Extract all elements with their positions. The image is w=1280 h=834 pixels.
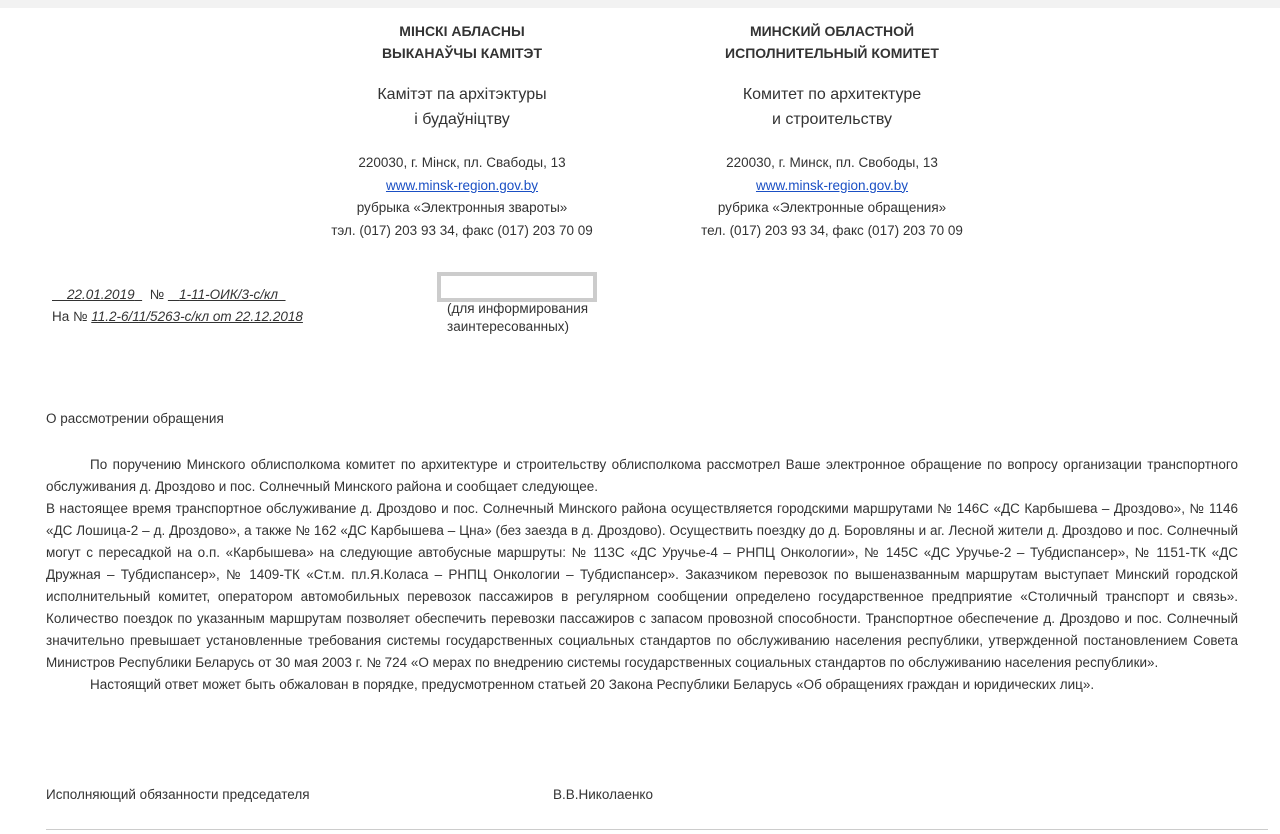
phone: тел. (017) 203 93 34, факс (017) 203 70 09 (701, 222, 963, 238)
signatory-name: В.В.Николаенко (553, 787, 653, 802)
website-link[interactable]: www.minsk-region.gov.by (755, 177, 909, 193)
website-link[interactable]: www.minsk-region.gov.by (385, 177, 539, 193)
dept-name-line1: Камітэт па архітэктуры (377, 86, 547, 103)
rubric: рубрыка «Электронныя звароты» (356, 200, 568, 215)
paragraph: Настоящий ответ может быть обжалован в порядке, предусмотренном статьей 20 Закона Республики Беларусь «Об обращениях граждан и юридических лиц». (90, 677, 1095, 692)
phone: тэл. (017) 203 93 34, факс (017) 203 70 09 (331, 222, 593, 238)
letter-body (46, 454, 1238, 696)
dept-name-line2: и строительству (771, 111, 893, 128)
org-name-line1: МИНСКИЙ ОБЛАСТНОЙ (749, 23, 915, 39)
address: 220030, г. Мінск, пл. Свабоды, 13 (358, 155, 566, 170)
reply-reference: 11.2-6/11/5263-с/кл от 22.12.2018 (91, 309, 303, 324)
top-bar (0, 0, 1280, 8)
divider (46, 829, 1268, 830)
paragraph: В настоящее время транспортное обслуживание д. Дроздово и пос. Солнечный Минского района осуществляется городскими маршрутами № 146С «ДС Карбышева – Дроздово», № 1146 «ДС Лошица-2 – д. Дроздово», а также № 162 «ДС Карбышева – Цна» (без заезда в д. Дроздово). Осуществить поездку до д. Боровляны и аг. Лесной жители д. Дроздово и пос. Солнечный могут с пересадкой на о.п. «Карбышева» на следующие автобусные маршруты: № 113С «ДС Уручье-4 – РНПЦ Онкологии», № 145С «ДС Уручье-2 – Тубдиспансер», № 1151-ТК «ДС Дружная – Тубдиспансер», № 1409-ТК «Ст.м. пл.Я.Коласа – РНПЦ Онкологии – Тубдиспансер». Заказчиком перевозок по вышеназванным маршрутам выступает Минский городской исполнительный комитет, оператором автомобильных перевозок пассажиров в регулярном сообщении определено государственное предприятие «Столичный транспорт и связь». Количество поездок по указанным маршрутам позволяет обеспечить перевозки пассажиров с запасом провозной способности. Транспортное обеспечение д. Дроздово и пос. Солнечный значительно превышает установленные требования системы государственных социальных стандартов по обслуживанию населения республики, утвержденной постановлением Совета Министров Республики Беларусь от 30 мая 2003 г. № 724 «О мерах по внедрению системы государственных социальных стандартов по обслуживанию населения республики». (46, 501, 1238, 670)
org-name-line2: ВЫКАНАЎЧЫ КАМІТЭТ (381, 45, 543, 61)
signatory-position: Исполняющий обязанности председателя (46, 787, 310, 802)
reply-label: На № (52, 309, 88, 324)
letter-number: 1-11-ОИК/3-с/кл (179, 287, 279, 302)
address: 220030, г. Минск, пл. Свободы, 13 (726, 155, 938, 170)
letterhead-belarusian (282, 20, 642, 242)
dept-name-line1: Комитет по архитектуре (742, 86, 922, 103)
paragraph: По поручению Минского облисполкома комитет по архитектуре и строительству облисполкома рассмотрел Ваше электронное обращение по вопросу организации транспортного обслуживания д. Дроздово и пос. Солнечный Минского района и сообщает следующее. (46, 457, 1238, 494)
registration-block (52, 284, 303, 328)
recipient-note: (для информирования заинтересованных) (447, 301, 589, 334)
rubric: рубрика «Электронные обращения» (717, 200, 947, 215)
letter-date: 22.01.2019 (67, 287, 135, 302)
letterhead-russian (652, 20, 1012, 242)
org-name-line1: МІНСКІ АБЛАСНЫ (399, 23, 525, 39)
number-label: № (149, 287, 165, 302)
dept-name-line2: і будаўніцтву (414, 111, 510, 128)
org-name-line2: ИСПОЛНИТЕЛЬНЫЙ КОМИТЕТ (725, 45, 939, 61)
redacted-recipient-box (437, 272, 597, 302)
letter-subject: О рассмотрении обращения (46, 411, 224, 426)
